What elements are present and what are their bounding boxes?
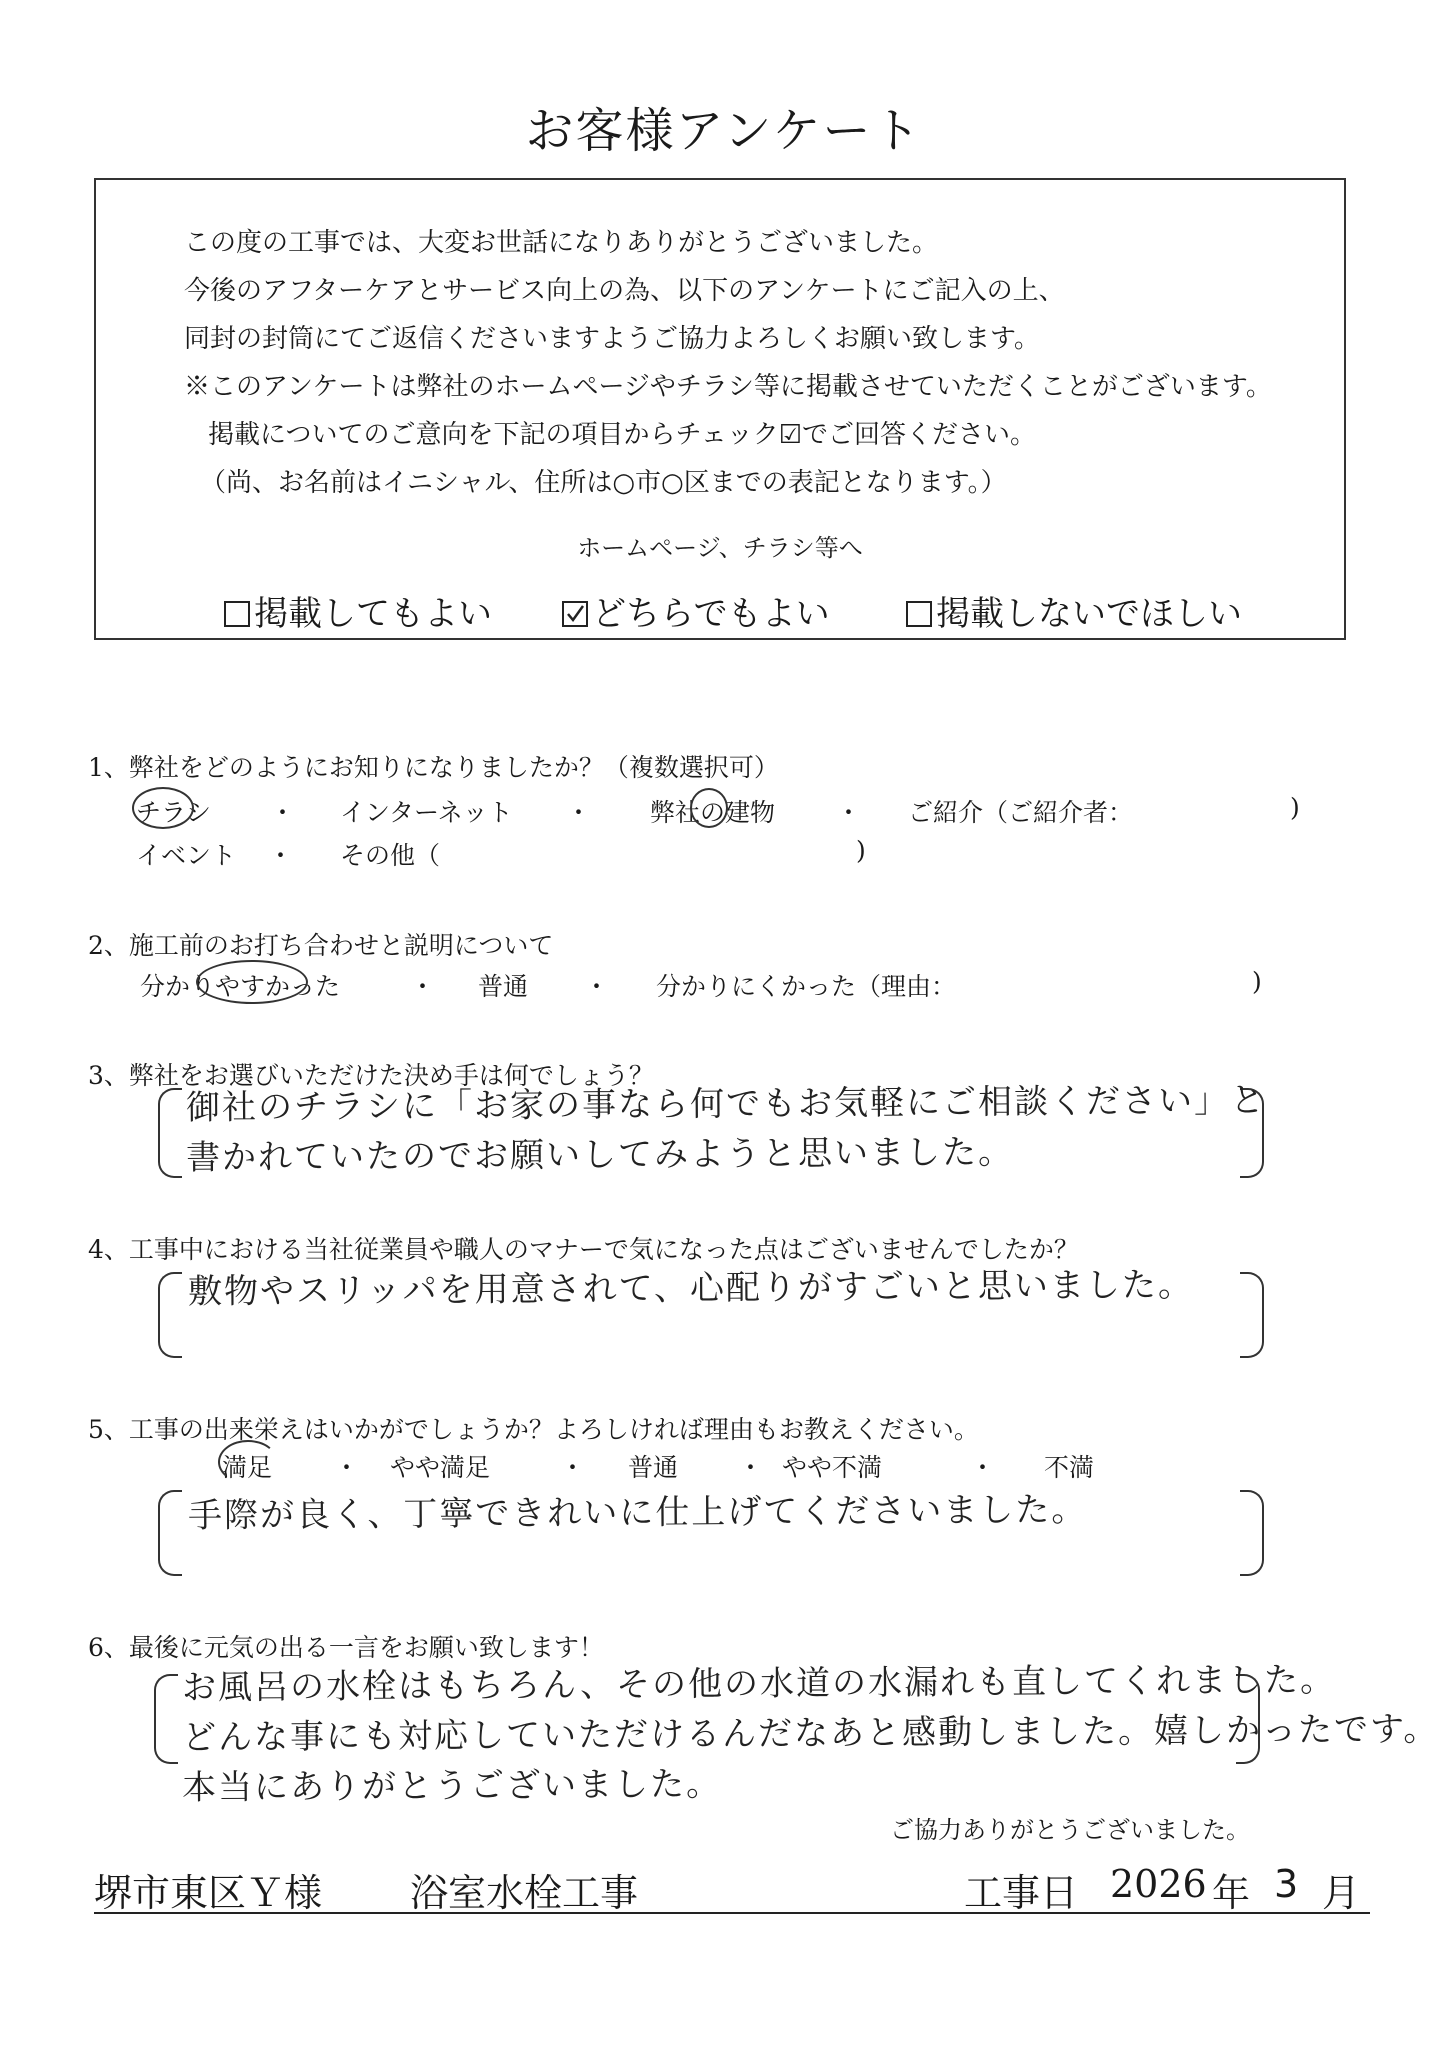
customer-name: 堺市東区Ｙ様 xyxy=(94,1871,323,1915)
question-6: 6、最後に元気の出る一言をお願い致します！ xyxy=(88,1633,604,1662)
q1-option-flyer[interactable]: チラシ xyxy=(136,798,212,827)
answer-bracket-right xyxy=(1240,1490,1264,1576)
q5-option-satisfied[interactable]: 満足 xyxy=(222,1453,273,1482)
work-date-label: 工事日 xyxy=(964,1871,1079,1915)
paren-close: ) xyxy=(1290,793,1300,822)
notice-line: ※このアンケートは弊社のホームページやチラシ等に掲載させていただくことがございます。 xyxy=(184,372,1272,402)
handwritten-answer: 敷物やスリッパを用意されて、心配りがすごいと思いました。 xyxy=(187,1264,1195,1312)
question-4: 4、工事中における当社従業員や職人のマナーで気になった点はございませんでしたか？ xyxy=(88,1235,1079,1264)
separator-dot: ・ xyxy=(560,1453,586,1482)
handwritten-answer: 手際が良く、丁寧できれいに仕上げてくださいました。 xyxy=(187,1489,1088,1536)
footer-underline xyxy=(94,1912,1370,1914)
notice-line: 掲載についてのご意向を下記の項目からチェック☑でご回答ください。 xyxy=(208,420,1037,450)
checked-checkbox-icon[interactable] xyxy=(562,601,588,627)
handwritten-answer: 本当にありがとうございました。 xyxy=(181,1764,723,1808)
separator-dot: ・ xyxy=(566,798,592,827)
question-3: 3、弊社をお選びいただけた決め手は何でしょう？ xyxy=(88,1061,654,1090)
separator-dot: ・ xyxy=(270,798,296,827)
checkbox-icon[interactable] xyxy=(224,601,250,627)
publish-option-deny[interactable]: 掲載しないでほしい xyxy=(906,586,1242,635)
work-type: 浴室水栓工事 xyxy=(410,1871,639,1915)
thanks-note: ご協力ありがとうございました。 xyxy=(890,1816,1250,1844)
paren-close: ) xyxy=(1252,967,1262,996)
separator-dot: ・ xyxy=(410,972,436,1001)
q1-option-building[interactable]: 弊社の建物 xyxy=(650,798,776,827)
separator-dot: ・ xyxy=(970,1453,996,1482)
q5-option-unsatisfied[interactable]: 不満 xyxy=(1044,1453,1095,1482)
handwritten-answer: 書かれていたのでお願いしてみようと思いました。 xyxy=(185,1132,1015,1178)
notice-line: 今後のアフターケアとサービス向上の為、以下のアンケートにご記入の上、 xyxy=(184,276,1065,306)
handwritten-answer: 御社のチラシに「お家の事なら何でもお気軽にご相談ください」と xyxy=(185,1080,1267,1128)
paren-close: ) xyxy=(856,836,866,865)
separator-dot: ・ xyxy=(334,1453,360,1482)
notice-box xyxy=(94,178,1346,640)
q1-option-referral[interactable]: ご紹介（ご紹介者： xyxy=(908,798,1134,827)
publish-heading: ホームページ、チラシ等へ xyxy=(577,534,863,562)
q5-option-normal[interactable]: 普通 xyxy=(628,1453,679,1482)
separator-dot: ・ xyxy=(738,1453,764,1482)
notice-line: この度の工事では、大変お世話になりありがとうございました。 xyxy=(184,228,939,258)
year-unit: 年 xyxy=(1212,1871,1251,1915)
answer-bracket-right xyxy=(1240,1272,1264,1358)
checkbox-icon[interactable] xyxy=(906,601,932,627)
answer-bracket-left xyxy=(158,1490,182,1576)
handwritten-answer: どんな事にも対応していただけるんだなあと感動しました。嬉しかったです。 xyxy=(181,1709,1440,1758)
question-1: 1、弊社をどのようにお知りになりましたか？（複数選択可） xyxy=(88,753,779,782)
selected-circle-mark xyxy=(132,787,194,829)
separator-dot: ・ xyxy=(584,972,610,1001)
notice-line: （尚、お名前はイニシャル、住所は○市○区までの表記となります。） xyxy=(200,468,1007,498)
notice-line: 同封の封筒にてご返信くださいますようご協力よろしくお願い致します。 xyxy=(184,324,1040,354)
q2-option-clear[interactable]: 分かりやすかった xyxy=(140,972,341,1001)
q2-option-normal[interactable]: 普通 xyxy=(478,972,529,1001)
selected-circle-mark xyxy=(218,1440,278,1484)
q1-option-internet[interactable]: インターネット xyxy=(340,798,513,827)
q5-option-somewhat-satisfied[interactable]: やや満足 xyxy=(390,1453,491,1482)
separator-dot: ・ xyxy=(836,798,862,827)
q1-option-event[interactable]: イベント xyxy=(136,841,237,870)
selected-circle-mark xyxy=(690,788,728,828)
handwritten-answer: お風呂の水栓はもちろん、その他の水道の水漏れも直してくれました。 xyxy=(181,1659,1337,1708)
month-unit: 月 xyxy=(1322,1871,1361,1915)
q1-option-other[interactable]: その他（ xyxy=(340,841,441,870)
work-year: 2026 xyxy=(1110,1862,1207,1906)
answer-bracket-left xyxy=(158,1088,182,1178)
answer-bracket-left xyxy=(154,1674,178,1764)
question-5: 5、工事の出来栄えはいかがでしょうか？よろしければ理由もお教えください。 xyxy=(88,1415,979,1444)
selected-circle-mark xyxy=(196,960,308,1004)
q5-option-somewhat-unsatisfied[interactable]: やや不満 xyxy=(782,1453,883,1482)
question-2: 2、施工前のお打ち合わせと説明について xyxy=(88,931,554,960)
work-month: 3 xyxy=(1274,1862,1299,1906)
publish-option-either[interactable]: どちらでもよい xyxy=(562,586,830,635)
answer-bracket-left xyxy=(158,1272,182,1358)
publish-option-allow[interactable]: 掲載してもよい xyxy=(224,586,492,635)
q2-option-unclear[interactable]: 分かりにくかった（理由： xyxy=(656,972,957,1001)
separator-dot: ・ xyxy=(268,841,294,870)
page-title: お客様アンケート xyxy=(525,103,923,159)
